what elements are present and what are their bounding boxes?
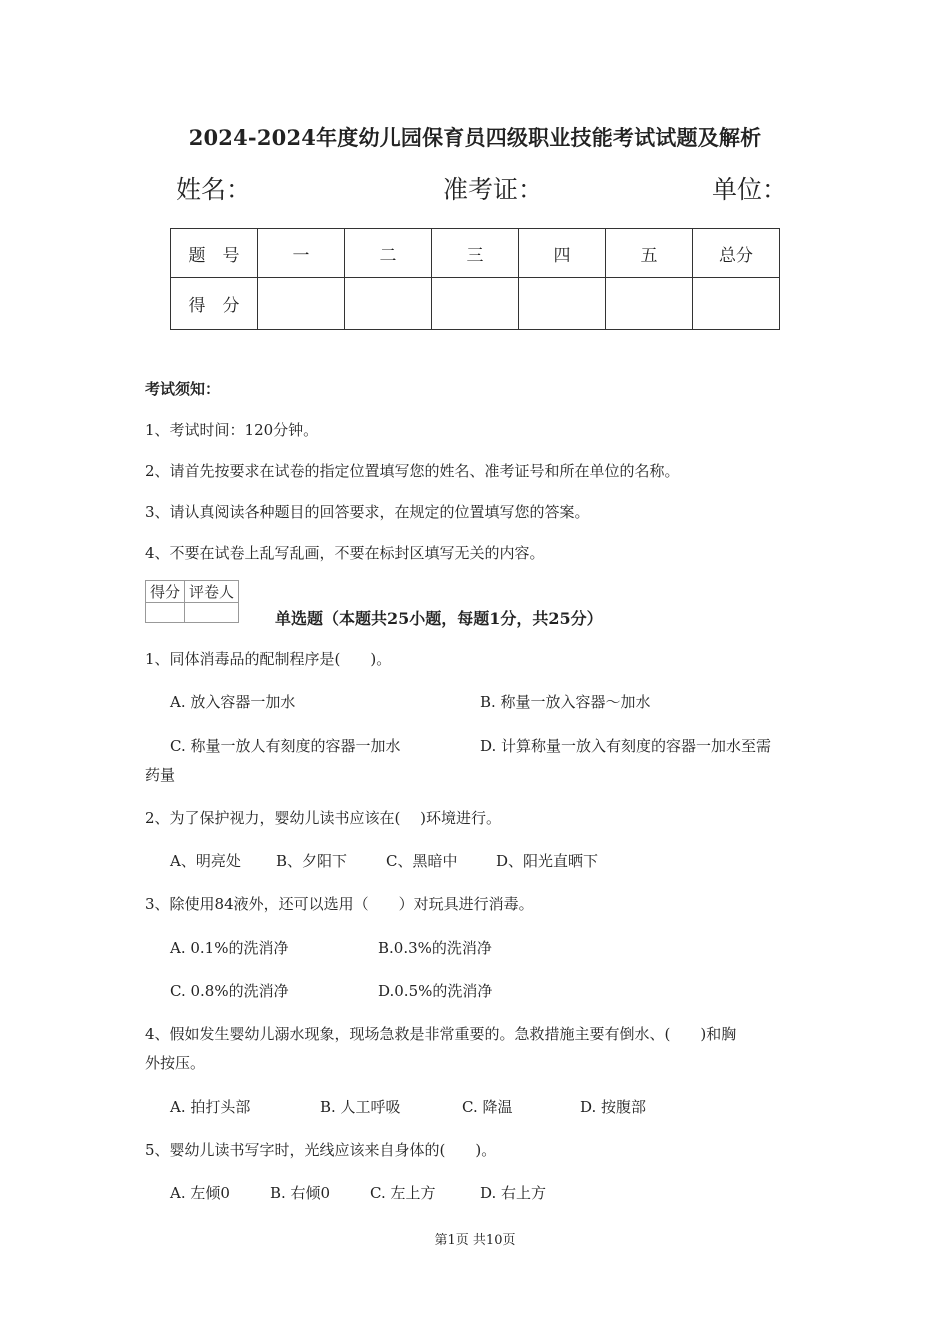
score-table-header-cell: 三 — [432, 229, 519, 278]
notice-item: 4、不要在试卷上乱写乱画，不要在标封区填写无关的内容。 — [145, 544, 545, 562]
score-table-header-row — [171, 229, 780, 278]
question-option: A、明亮处 — [170, 852, 241, 870]
notice-item: 1、考试时间：120分钟。 — [145, 421, 319, 439]
score-cell[interactable] — [345, 278, 432, 330]
notice-item: 3、请认真阅读各种题目的回答要求，在规定的位置填写您的答案。 — [145, 503, 590, 521]
question-option: D. 右上方 — [480, 1184, 547, 1202]
score-table-header-cell: 五 — [606, 229, 693, 278]
score-table — [170, 228, 780, 330]
notice-heading: 考试须知： — [145, 380, 221, 398]
grader-name-label: 评卷人 — [185, 581, 239, 603]
question-option: A. 0.1%的洗消净 — [170, 939, 289, 957]
score-table-header-cell: 题 号 — [171, 229, 258, 278]
section-title: 单选题（本题共25小题，每题1分，共25分） — [275, 609, 603, 628]
score-table-header-cell: 四 — [519, 229, 606, 278]
grader-box-blank-row — [146, 603, 239, 623]
question-option: C. 称量一放人有刻度的容器一加水 — [170, 737, 401, 755]
score-table-score-row — [171, 278, 780, 330]
question-stem: 1、同体消毒品的配制程序是( )。 — [145, 650, 392, 668]
question-option: B.0.3%的洗消净 — [378, 939, 492, 957]
score-table-header-cell: 总分 — [693, 229, 780, 278]
grader-name-cell[interactable] — [185, 603, 239, 623]
score-cell[interactable] — [258, 278, 345, 330]
question-option: D、阳光直晒下 — [496, 852, 599, 870]
unit-field-label: 单位： — [712, 175, 788, 204]
question-option: B、夕阳下 — [276, 852, 348, 870]
question-stem: 2、为了保护视力，婴幼儿读书应该在( )环境进行。 — [145, 809, 502, 827]
question-option: C. 降温 — [462, 1098, 513, 1116]
question-option: D. 按腹部 — [580, 1098, 647, 1116]
question-option: A. 放入容器一加水 — [170, 693, 296, 711]
question-stem: 5、婴幼儿读书写字时，光线应该来自身体的( )。 — [145, 1141, 497, 1159]
score-table-header-cell: 一 — [258, 229, 345, 278]
question-option-wrap: 药量 — [145, 766, 176, 784]
question-option: C. 左上方 — [370, 1184, 436, 1202]
exam-number-field-label: 准考证： — [443, 175, 544, 204]
score-table-row-label: 得 分 — [171, 278, 258, 330]
page-title: 2024-2024年度幼儿园保育员四级职业技能考试试题及解析 — [188, 125, 762, 150]
score-cell[interactable] — [693, 278, 780, 330]
page-footer: 第1页 共10页 — [434, 1233, 516, 1248]
score-cell[interactable] — [432, 278, 519, 330]
question-option: D. 计算称量一放入有刻度的容器一加水至需 — [480, 737, 772, 755]
score-cell[interactable] — [519, 278, 606, 330]
grader-score-label: 得分 — [146, 581, 185, 603]
question-stem-wrap: 外按压。 — [145, 1054, 206, 1072]
question-option: B. 称量一放入容器～加水 — [480, 693, 651, 711]
grader-box-header-row — [146, 581, 239, 603]
question-stem: 3、除使用84液外，还可以选用（ ）对玩具进行消毒。 — [145, 895, 534, 913]
question-option: B. 人工呼吸 — [320, 1098, 401, 1116]
question-option: C、黑暗中 — [386, 852, 458, 870]
name-field-label: 姓名： — [176, 175, 252, 204]
question-stem: 4、假如发生婴幼儿溺水现象，现场急救是非常重要的。急救措施主要有倒水、( )和胸 — [145, 1025, 737, 1043]
question-option: C. 0.8%的洗消净 — [170, 982, 289, 1000]
score-table-header-cell: 二 — [345, 229, 432, 278]
question-option: D.0.5%的洗消净 — [378, 982, 493, 1000]
score-cell[interactable] — [606, 278, 693, 330]
grader-box — [145, 580, 239, 623]
question-option: A. 左倾0 — [170, 1184, 230, 1202]
notice-item: 2、请首先按要求在试卷的指定位置填写您的姓名、准考证号和所在单位的名称。 — [145, 462, 680, 480]
grader-score-cell[interactable] — [146, 603, 185, 623]
question-option: B. 右倾0 — [270, 1184, 331, 1202]
question-option: A. 拍打头部 — [170, 1098, 251, 1116]
